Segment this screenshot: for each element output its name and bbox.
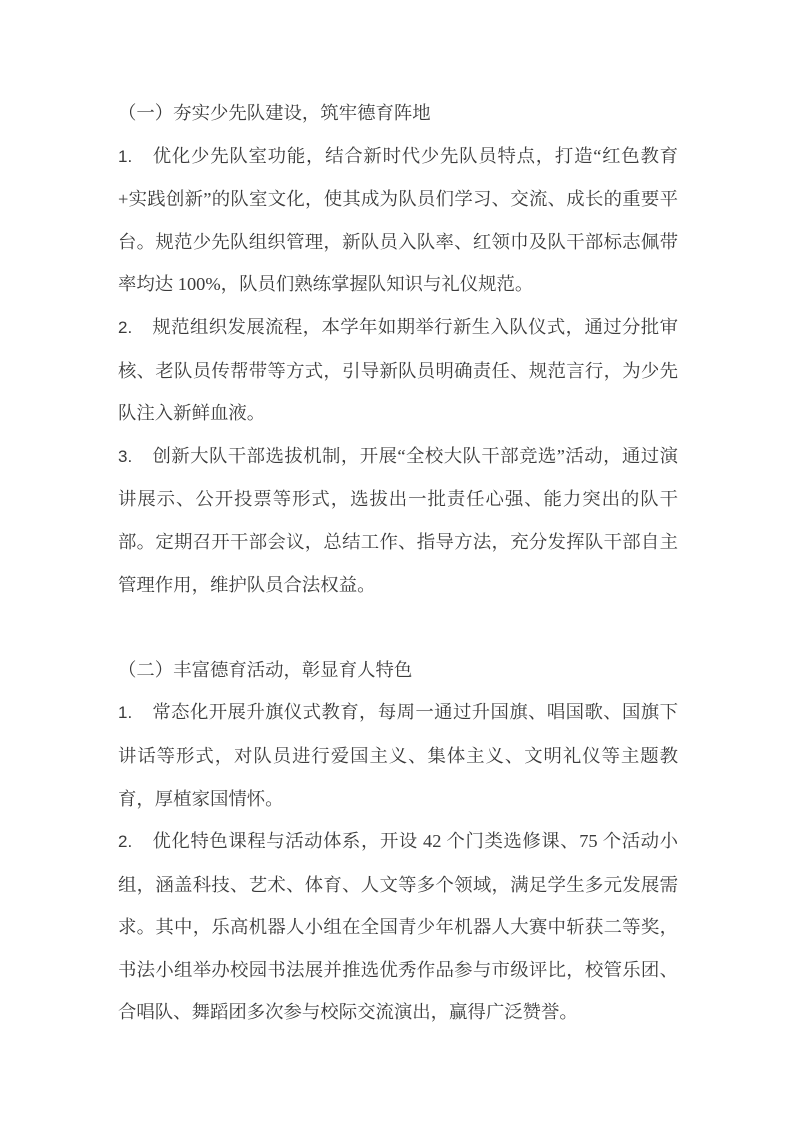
list-item-text: 规范组织发展流程，本学年如期举行新生入队仪式，通过分批审核、老队员传帮带等方式，引导新队员明确责任、规范言行，为少先队注入新鲜血液。 bbox=[118, 316, 678, 424]
section-2-heading: （二）丰富德育活动，彰显育人特色 bbox=[118, 659, 413, 680]
section-1-item-3 bbox=[118, 435, 678, 606]
list-number: 1. bbox=[118, 703, 133, 723]
list-item-text: 优化特色课程与活动体系，开设 42 个门类选修课、75 个活动小组，涵盖科技、艺术、体育、人文等多个领域，满足学生多元发展需求。其中，乐高机器人小组在全国青少年机器人大赛中斩获二等奖，书法小组举办校园书法展并推选优秀作品参与市级评比，校管乐团、合唱队、舞蹈团多次参与校际交流演出，赢得广泛赞誉。 bbox=[118, 831, 678, 1023]
section-1-item-1 bbox=[118, 135, 678, 306]
paragraph-spacer bbox=[118, 606, 678, 649]
section-2-item-2 bbox=[118, 820, 678, 1034]
list-number: 2. bbox=[118, 317, 133, 337]
section-1 bbox=[118, 92, 678, 606]
section-2-item-1 bbox=[118, 691, 678, 820]
list-item-text: 常态化开展升旗仪式教育，每周一通过升国旗、唱国歌、国旗下讲话等形式，对队员进行爱国主义、集体主义、文明礼仪等主题教育，厚植家国情怀。 bbox=[118, 702, 678, 809]
section-2 bbox=[118, 649, 678, 1034]
list-number: 1. bbox=[118, 146, 133, 166]
list-number: 2. bbox=[118, 832, 133, 852]
list-number: 3. bbox=[118, 446, 133, 466]
section-1-item-2 bbox=[118, 306, 678, 435]
list-item-text: 创新大队干部选拔机制，开展“全校大队干部竞选”活动，通过演讲展示、公开投票等形式，选拔出一批责任心强、能力突出的队干部。定期召开干部会议，总结工作、指导方法，充分发挥队干部自主管理作用，维护队员合法权益。 bbox=[118, 445, 678, 595]
section-1-heading: （一）夯实少先队建设，筑牢德育阵地 bbox=[118, 103, 431, 123]
list-item-text: 优化少先队室功能，结合新时代少先队员特点，打造“红色教育+实践创新”的队室文化，使其成为队员们学习、交流、成长的重要平台。规范少先队组织管理，新队员入队率、红领巾及队干部标志佩带率均达 100%，队员们熟练掌握队知识与礼仪规范。 bbox=[118, 145, 678, 295]
